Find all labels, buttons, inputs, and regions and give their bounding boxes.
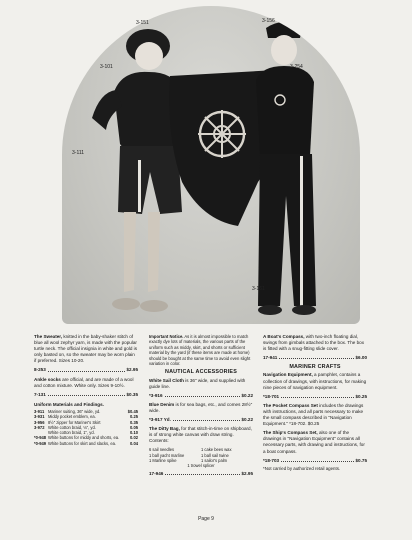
- ships-compass-description: The Ship's Compass Set, also one of the drawings in "Navigation Equipment" contains all necessary parts, with drawing and instructions, for a boat compass.: [263, 430, 365, 454]
- list-item: 1 sailor's palm: [201, 457, 228, 463]
- nautical-accessories-heading: NAUTICAL ACCESSORIES: [165, 369, 237, 376]
- ankle-socks-description: Ankle socks are official, and are made of a wool and cotton mixture. White only. Sizes 9-10½.: [34, 376, 134, 388]
- list-item: 3-911 Mariner suiting, 36" wide, yd. $0.45: [34, 408, 138, 414]
- ships-compass-price-row: *18-703 $0.75: [263, 457, 367, 463]
- navigation-equipment-description: Navigation Equipment, a pamphlet, contains a collection of drawings, with instructions, for making nine pieces of navigation equipment.: [263, 372, 367, 390]
- photo-label: 3-161: [252, 286, 265, 292]
- sweater-description: The Sweater, knitted in the baby-shaker stitch of blue all wool zephyr yarn, is made with the popular turtle neck. The official insignia in white and gold is only basted on, so the sweater may be worn plain if preferred. Sizes 10-20.: [34, 334, 137, 364]
- sail-cloth-price-row: *3-916 $0.22: [149, 392, 253, 398]
- footnote: *Not carried by authorized retail agents.: [263, 465, 341, 471]
- list-item: *0-948 White buttons for middy and shorts, ea. 0.02: [34, 435, 138, 441]
- list-item: 3-931 Middy pocket emblem, ea. 0.25: [34, 414, 138, 420]
- list-item: *0-949 White buttons for skirt and slacks, ea. 0.04: [34, 440, 138, 446]
- ditty-bag-price-row: 17-946 $2.95: [149, 470, 253, 476]
- sail-cloth-description: White Sail Cloth is 36" wide, and supplied with guide line.: [149, 377, 246, 389]
- navigation-equipment-price-row: *18-701 $0.25: [263, 393, 367, 399]
- boat-compass-description: A Boat's Compass, with two-inch floating dial, swings from gimbals attached to the box. The box is fitted with a snug-fitting slide cover.: [263, 334, 365, 352]
- mariner-crafts-heading: MARINER CRAFTS: [289, 364, 341, 371]
- uniform-materials-heading: Uniform Materials and Findings.: [34, 401, 104, 407]
- important-notice: Important Notice. As it is almost impossible to match exactly dye lots of materials, the various parts of the uniform such as middy, skirt, and shorts or sufficient material by the yard (if these items are made at home) should be bought at the same time to avoid even slight variation in color.: [149, 334, 251, 367]
- list-item: White cotton braid, 1", yd. 0.10: [48, 430, 138, 436]
- photo-label: 3-101: [100, 64, 113, 70]
- photo-label: 3-151: [136, 20, 149, 26]
- list-item: 1 ball yacht marline: [149, 452, 185, 458]
- photo-label: 3-111: [72, 150, 85, 156]
- sweater-price-row: 8-253 $2.95: [34, 367, 138, 373]
- uniform-materials-list: [34, 409, 138, 446]
- column-right: [263, 334, 367, 472]
- column-left: [34, 334, 138, 446]
- uniform-photo: [62, 6, 360, 324]
- list-item: 1 trowel splicer: [187, 463, 215, 469]
- list-item: 3-956 8½" zipper for Mariner's Skirt 0.35: [34, 419, 138, 425]
- page-number: Page 9: [198, 516, 214, 522]
- list-item: 1 cake bees wax: [201, 447, 232, 453]
- ankle-socks-price-row: 7-131 $0.35: [34, 391, 138, 397]
- ditty-bag-contents: [149, 447, 253, 463]
- column-middle: [149, 334, 253, 477]
- photo-label: 3-254: [290, 64, 303, 70]
- list-item: 1 Marline spike: [149, 457, 177, 463]
- list-item: 6 sail needles: [149, 447, 175, 453]
- list-item: 1 ball sail twine: [201, 452, 229, 458]
- pocket-compass-description: The Pocket Compass Set includes the drawings with instructions, and all parts necessary to make the small compass described in "Navigation Equipment." *18-702. $0.25: [263, 402, 364, 427]
- models-illustration: [62, 6, 360, 324]
- blue-denim-price-row: *3-917 Yd. $0.22: [149, 417, 253, 422]
- blue-denim-description: Blue Denim is for sea bags, etc., and comes 28½" wide.: [149, 401, 253, 413]
- photo-label: 3-156: [262, 18, 275, 24]
- boat-compass-price-row: 17-941 $6.00: [263, 355, 367, 361]
- ditty-bag-description: The Ditty Bag, for that stitch-in-time on shipboard, is of strong white canvas with draw string. Contents:: [149, 426, 252, 444]
- list-item: 3-972 White cotton braid, ⅛", yd. 0.05: [34, 424, 138, 430]
